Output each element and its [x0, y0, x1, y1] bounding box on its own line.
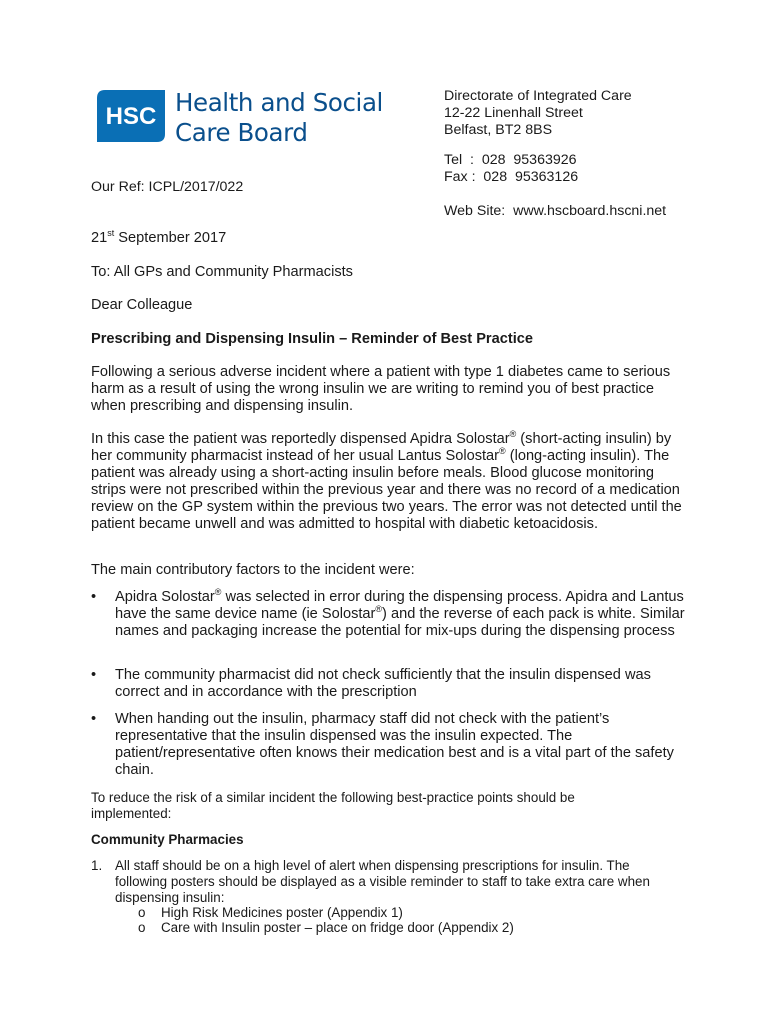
address-line3: Belfast, BT2 8BS — [444, 122, 553, 138]
our-reference: Our Ref: ICPL/2017/022 — [91, 179, 244, 195]
letter-heading: Prescribing and Dispensing Insulin – Reminder of Best Practice — [91, 331, 533, 347]
address-line2: 12-22 Linenhall Street — [444, 105, 583, 121]
poster-high-risk: High Risk Medicines poster (Appendix 1) — [161, 905, 403, 920]
factors-intro: The main contributory factors to the incident were: — [91, 562, 415, 578]
list-item — [91, 858, 681, 906]
factor-apidra-selected: Apidra Solostar® was selected in error during the dispensing process. Apidra and Lantus have the same device name (ie Solostar®) and the reverse of each pack is white. Similar names and packaging increase the potential for mix-ups during the dispensing process — [115, 587, 685, 639]
factor-staff-check: When handing out the insulin, pharmacy staff did not check with the patient’s representative that the insulin dispensed was the insulin expected. The patient/representative often knows their medication best and is a vital part of the safety chain. — [115, 711, 674, 778]
logo-name-line1: Health and Social — [175, 88, 383, 117]
sub-bullet-mark: o — [138, 905, 146, 920]
list-item — [91, 711, 691, 779]
list-item — [91, 589, 691, 640]
factor-pharmacist-check: The community pharmacist did not check sufficiently that the insulin dispensed was correct and in accordance with the prescription — [115, 667, 651, 700]
list-item — [138, 905, 403, 921]
address-line1: Directorate of Integrated Care — [444, 88, 632, 104]
list-item — [91, 667, 691, 701]
salutation: Dear Colleague — [91, 297, 193, 313]
recipients: To: All GPs and Community Pharmacists — [91, 264, 353, 280]
letter-date: 21st September 2017 — [91, 228, 227, 246]
logo-organisation-name — [175, 88, 383, 148]
bullet-mark: • — [91, 667, 97, 683]
item-number: 1. — [91, 858, 103, 873]
fax: Fax : 028 95363126 — [444, 169, 579, 185]
paragraph-case: In this case the patient was reportedly dispensed Apidra Solostar® (short-acting insulin) by her community pharmacist instead of her usual Lantus Solostar® (long-acting insulin). The patient was already using a short-acting insulin before meals. Blood glucose monitoring strips were not prescribed within the previous year and there was no record of a medication review on the GP system within the previous two years. The error was not detected until the patient became unwell and was admitted to hospital with diabetic ketoacidosis. — [91, 429, 682, 532]
logo-badge-text: HSC — [105, 103, 157, 130]
telephone: Tel : 028 95363926 — [444, 152, 577, 168]
sub-bullet-mark: o — [138, 920, 146, 935]
logo-name-line2: Care Board — [175, 118, 308, 147]
section-heading: Community Pharmacies — [91, 832, 244, 847]
bullet-mark: • — [91, 711, 97, 727]
list-item — [138, 920, 514, 936]
bullet-mark: • — [91, 589, 97, 605]
hsc-logo — [95, 88, 383, 148]
reduce-risk-intro: To reduce the risk of a similar incident the following best-practice points should be implemented: — [91, 790, 575, 821]
website: Web Site: www.hscboard.hscni.net — [444, 203, 667, 219]
poster-care-with-insulin: Care with Insulin poster – place on fridge door (Appendix 2) — [161, 920, 514, 935]
item-staff-alert: All staff should be on a high level of alert when dispensing prescriptions for insulin. The following posters should be displayed as a visible reminder to staff to take extra care when dispensing insulin: — [115, 858, 650, 905]
hsc-badge-icon — [95, 88, 167, 144]
paragraph-incident: Following a serious adverse incident where a patient with type 1 diabetes came to serious harm as a result of using the wrong insulin we are writing to remind you of best practice when prescribing and dispensing insulin. — [91, 364, 671, 414]
